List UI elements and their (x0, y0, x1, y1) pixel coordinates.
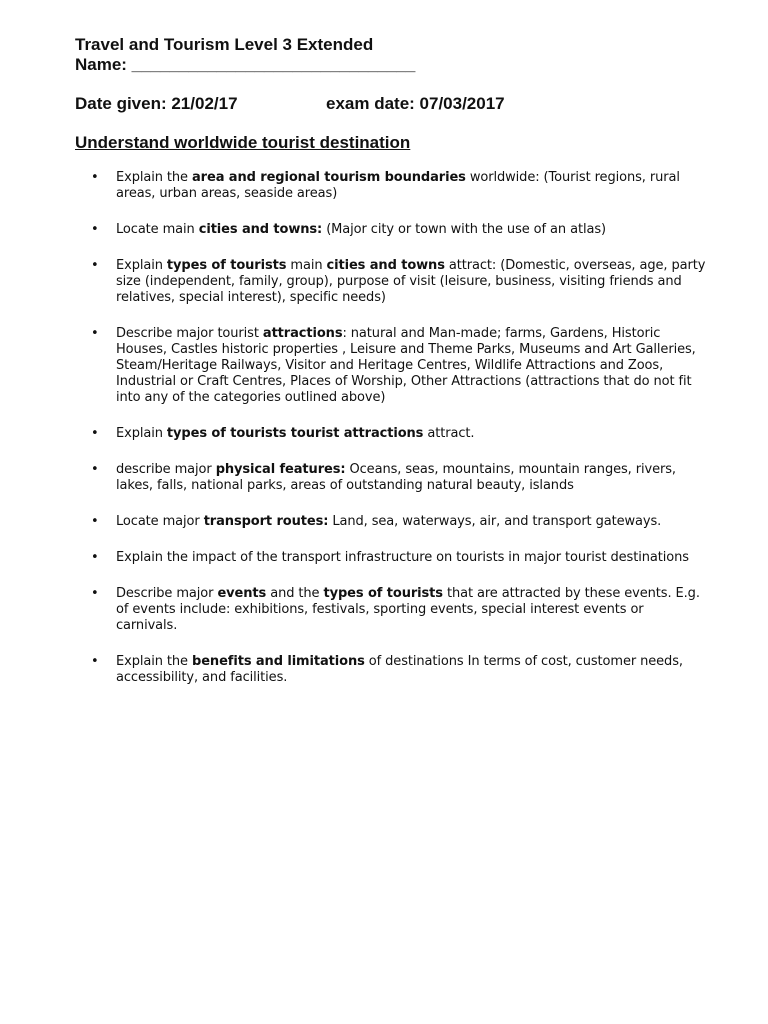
item-text: Describe major (116, 586, 218, 601)
bold-key-term: cities and towns: (198, 222, 323, 237)
bold-key-term: transport routes: (203, 514, 329, 529)
bullet-icon: • (91, 514, 99, 529)
name-field-line: Name: ______________________________ (75, 55, 416, 74)
list-item (0, 222, 708, 238)
bullet-icon: • (91, 170, 99, 185)
item-text: Oceans, seas, mountains, mountain ranges, rivers, lakes, falls, national parks, areas of outstanding natural beauty, islands (116, 462, 676, 493)
learning-objectives-list (0, 170, 768, 706)
item-text: Explain the (116, 170, 192, 185)
bullet-icon: • (91, 426, 99, 441)
list-item (0, 258, 708, 306)
bold-key-term: physical features: (215, 462, 346, 477)
item-text: Land, sea, waterways, air, and transport gateways. (328, 514, 662, 529)
bullet-icon: • (91, 258, 99, 273)
item-text: describe major (116, 462, 216, 477)
list-item (0, 654, 708, 686)
section-heading: Understand worldwide tourist destination (75, 133, 411, 152)
bold-key-term: benefits and limitations (192, 654, 365, 669)
list-item (0, 586, 708, 634)
item-text: Locate main (116, 222, 199, 237)
item-text: Describe major tourist (116, 326, 263, 341)
exam-date: exam date: 07/03/2017 (326, 94, 505, 113)
document-title: Travel and Tourism Level 3 Extended (75, 35, 374, 54)
bold-key-term: attractions (262, 326, 343, 341)
item-text: Explain (116, 258, 167, 273)
date-line (75, 94, 505, 114)
item-text: that are attracted by these events. E.g. of events include: exhibitions, festivals, sporting events, special interest events or carnivals. (116, 586, 700, 633)
bold-key-term: cities and towns (326, 258, 445, 273)
bullet-icon: • (91, 550, 99, 565)
list-item (0, 326, 708, 406)
item-text: Locate major (116, 514, 204, 529)
list-item (0, 170, 708, 202)
list-item (0, 550, 708, 566)
item-text: attract: (Domestic, overseas, age, party size (independent, family, group), purpose of visit (leisure, business, visiting friends and relatives, special interest), specific needs) (116, 258, 706, 305)
item-text: Explain the (116, 654, 192, 669)
item-text: of destinations In terms of cost, customer needs, accessibility, and facilities. (116, 654, 683, 685)
item-text: and the (266, 586, 324, 601)
item-text: attract. (423, 426, 475, 441)
bullet-icon: • (91, 586, 99, 601)
item-text: worldwide: (Tourist regions, rural areas, urban areas, seaside areas) (116, 170, 680, 201)
item-text: Explain the impact of the transport infrastructure on tourists in major tourist destinations (116, 550, 689, 565)
bold-key-term: types of tourists (323, 586, 443, 601)
item-text: (Major city or town with the use of an atlas) (322, 222, 606, 237)
item-text: : natural and Man-made; farms, Gardens, Historic Houses, Castles historic properties , Leisure and Theme Parks, Museums and Art Galleries, Steam/Heritage Railways, Visitor and Heritage Centres, Wildlife Attractions and Zoos, Industrial or Craft Centres, Places of Worship, Other Attractions (attractions that do not fit into any of the categories outlined above) (116, 326, 696, 405)
bold-key-term: types of tourists tourist attractions (166, 426, 424, 441)
list-item (0, 514, 708, 530)
bold-key-term: area and regional tourism boundaries (192, 170, 466, 185)
bullet-icon: • (91, 326, 99, 341)
item-text: Explain (116, 426, 167, 441)
bullet-icon: • (91, 462, 99, 477)
bullet-icon: • (91, 654, 99, 669)
list-item (0, 426, 708, 442)
bold-key-term: types of tourists (166, 258, 287, 273)
bullet-icon: • (91, 222, 99, 237)
list-item (0, 462, 708, 494)
date-given: Date given: 21/02/17 (75, 94, 238, 113)
bold-key-term: events (217, 586, 267, 601)
item-text: main (286, 258, 327, 273)
